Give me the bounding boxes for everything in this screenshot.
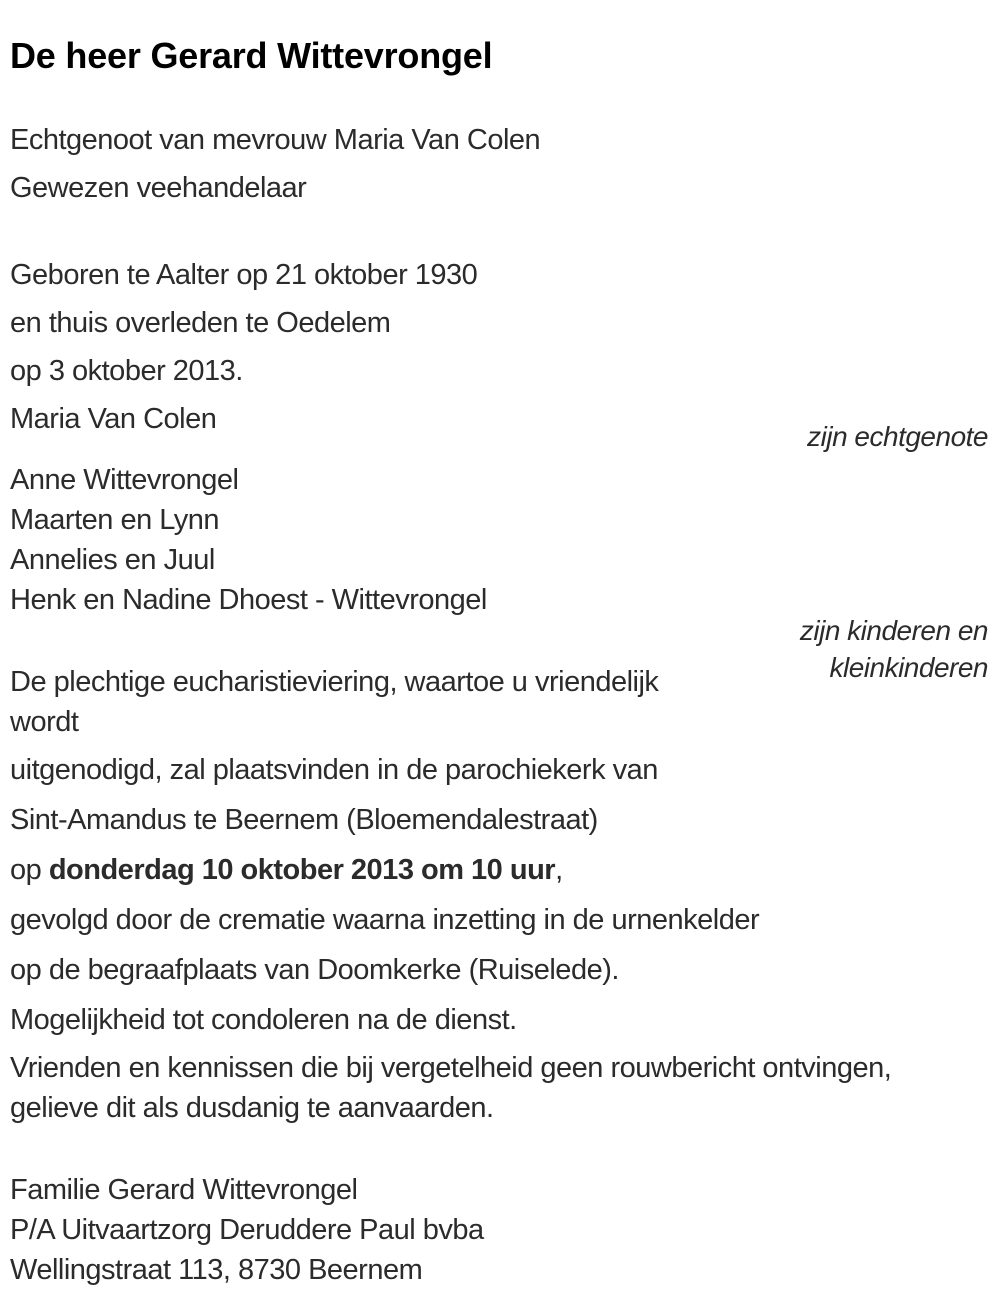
service-church-line: Sint-Amandus te Beernem (Bloemendalestraat) — [10, 804, 598, 836]
child-line-3: Annelies en Juul — [10, 544, 215, 576]
child-line-1: Anne Wittevrongel — [10, 464, 239, 496]
child-line-4: Henk en Nadine Dhoest - Wittevrongel — [10, 584, 487, 616]
notice-line-1: Vrienden en kennissen die bij vergetelheid geen rouwbericht ontvingen, — [10, 1052, 892, 1084]
spouse-relation-note: zijn echtgenote — [807, 421, 988, 452]
profession-line: Gewezen veehandelaar — [10, 172, 307, 204]
spouse-name: Maria Van Colen — [10, 403, 217, 435]
birth-line: Geboren te Aalter op 21 oktober 1930 — [10, 259, 478, 291]
children-relation-note — [800, 612, 988, 686]
death-date-line: op 3 oktober 2013. — [10, 355, 243, 387]
children-list — [10, 460, 988, 620]
children-relation-line-2: kleinkinderen — [829, 652, 988, 683]
datetime-bold: donderdag 10 oktober 2013 om 10 uur — [48, 854, 556, 886]
spouse-of-line: Echtgenoot van mevrouw Maria Van Colen — [10, 124, 541, 156]
datetime-prefix: op — [10, 854, 49, 886]
child-line-2: Maarten en Lynn — [10, 504, 220, 536]
service-datetime-line — [10, 850, 988, 890]
service-invite-line-1: De plechtige eucharistieviering, waartoe u vriendelijk — [10, 666, 659, 698]
deceased-name-title: De heer Gerard Wittevrongel — [10, 35, 493, 76]
contact-block — [10, 1170, 988, 1290]
cremation-line: gevolgd door de crematie waarna inzetting in de urnenkelder — [10, 904, 760, 936]
contact-family-line: Familie Gerard Wittevrongel — [10, 1174, 358, 1206]
cemetery-line: op de begraafplaats van Doomkerke (Ruiselede). — [10, 954, 619, 986]
datetime-suffix: , — [555, 854, 563, 886]
service-invite-line-3: uitgenodigd, zal plaatsvinden in de parochiekerk van — [10, 754, 658, 786]
notice-paragraph — [10, 1048, 988, 1128]
death-place-line: en thuis overleden te Oedelem — [10, 307, 391, 339]
service-invite-line-2: wordt — [10, 706, 79, 738]
notice-line-2: gelieve dit als dusdanig te aanvaarden. — [10, 1092, 494, 1124]
contact-funeral-home-line: P/A Uitvaartzorg Deruddere Paul bvba — [10, 1214, 484, 1246]
children-relation-line-1: zijn kinderen en — [799, 615, 988, 646]
condolences-line: Mogelijkheid tot condoleren na de dienst. — [10, 1004, 517, 1036]
contact-address-line: Wellingstraat 113, 8730 Beernem — [10, 1254, 423, 1286]
